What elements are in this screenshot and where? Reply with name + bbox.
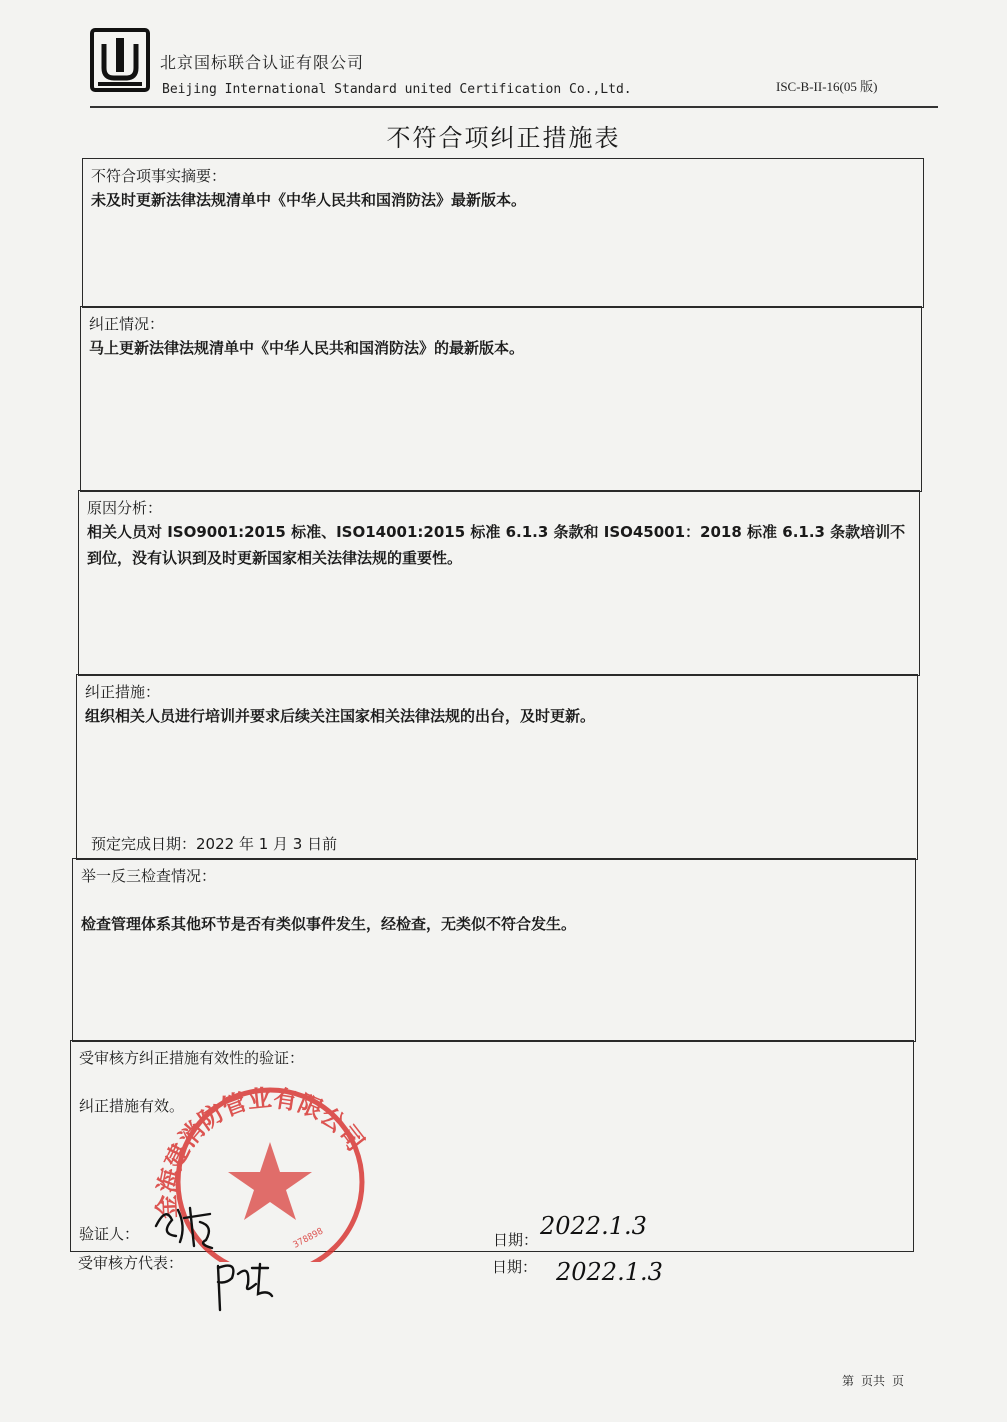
cause-text: 相关人员对 ISO9001:2015 标准、ISO14001:2015 标准 6.1.3 条款和 ISO45001：2018 标准 6.1.3 条款培训不到位，没有认识到及时更新国家相关法律法规的重要性。 [87,523,906,567]
verifier-label: 验证人： [79,1225,140,1243]
footer-of-label: 页共 [861,1374,886,1388]
handwritten-date-2 [554,1254,694,1290]
auditee-signature [208,1254,278,1314]
section-summary [82,158,924,308]
verify-result: 纠正措施有效。 [79,1097,185,1115]
check-text: 检查管理体系其他环节是否有类似事件发生，经检查，无类似不符合发生。 [81,915,577,933]
header-rule [90,106,938,108]
company-name-cn: 北京国标联合认证有限公司 [160,53,365,72]
svg-text:2022.1.3: 2022.1.3 [556,1258,663,1286]
seal-star-icon [228,1142,312,1220]
date-label-2: 日期： [492,1258,538,1276]
date-label-1: 日期： [493,1231,539,1249]
summary-text: 未及时更新法律法规清单中《中华人民共和国消防法》最新版本。 [91,191,527,209]
seal-number: 378898 [291,1226,326,1251]
section-correction [80,306,922,492]
correction-label: 纠正情况： [89,315,165,333]
page-footer [842,1372,908,1389]
page-title: 不符合项纠正措施表 [386,124,621,152]
cause-label: 原因分析： [87,499,163,517]
summary-label: 不符合项事实摘要： [91,167,227,185]
seal-text: 金海建消防管业有限公司 [152,1083,370,1220]
verify-label: 受审核方纠正措施有效性的验证： [79,1049,305,1067]
footer-page-label: 第 [842,1374,855,1388]
section-cause [78,490,920,676]
section-action [76,674,918,860]
action-text: 组织相关人员进行培训并要求后续关注国家相关法律法规的出台，及时更新。 [85,707,596,725]
check-label: 举一反三检查情况： [81,867,217,885]
correction-text: 马上更新法律法规清单中《中华人民共和国消防法》的最新版本。 [89,339,525,357]
handwritten-date-1 [538,1208,658,1244]
footer-end-label: 页 [892,1374,905,1388]
due-date: 预定完成日期：2022 年 1 月 3 日前 [91,835,338,853]
auditee-rep-label: 受审核方代表： [78,1254,184,1272]
company-name-en: Beijing International Standard united Certification Co.,Ltd. [162,82,632,97]
isc-logo-icon [90,28,150,92]
form-code: ISC-B-II-16(05 版) [776,79,878,94]
action-label: 纠正措施： [85,683,161,701]
svg-text:2022.1.3: 2022.1.3 [540,1212,647,1240]
verifier-signature [150,1196,230,1252]
section-check [72,858,916,1042]
